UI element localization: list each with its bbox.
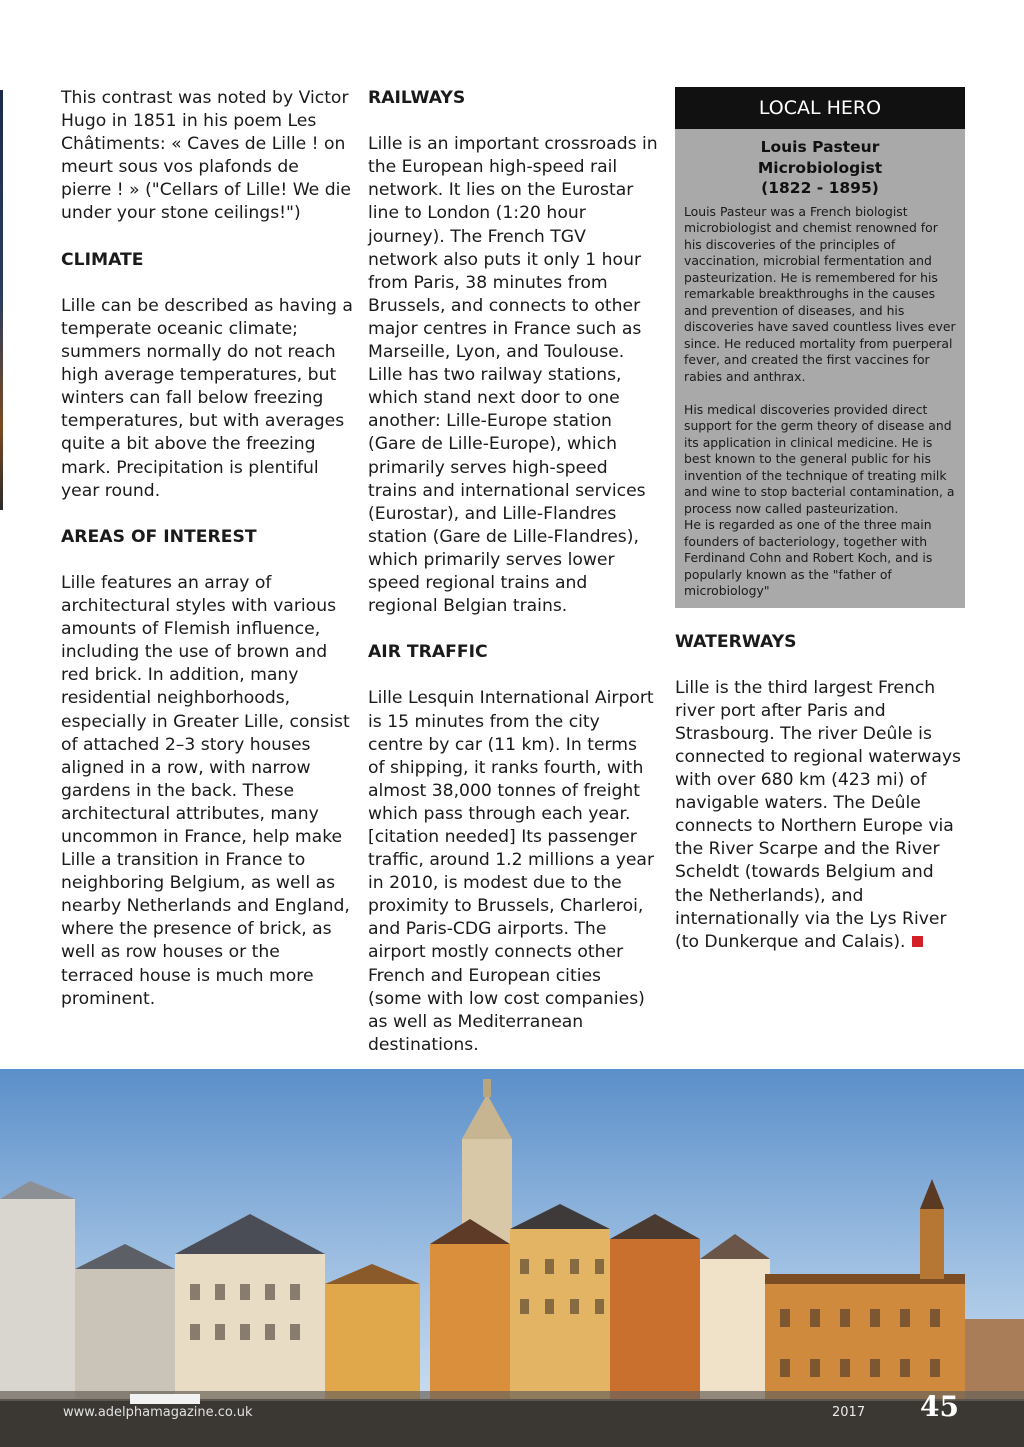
column-3 — [675, 87, 965, 954]
footer-date: 2017 — [832, 1405, 866, 1420]
column-2 — [368, 87, 658, 1057]
waterways-text: Lille is the third largest French river port after Paris and Strasbourg. The river Deûle is connected to regional waterways with over 680 km (423 mi) of navigable waters. The Deûle connects to Northern Europe via the River Scarpe and the River Scheldt (towards Belgium and the Netherlands), and internationally via the Lys River (to Dunkerque and Calais). — [675, 677, 961, 952]
previous-page-photo-edge — [0, 90, 3, 510]
hero-paragraph-3: He is regarded as one of the three main founders of bacteriology, together with Ferdinand Cohn and Robert Koch, and is popularly known as the "father of microbiology" — [684, 517, 933, 598]
hero-role: Microbiologist — [757, 158, 883, 177]
climate-heading: CLIMATE — [61, 249, 144, 270]
intro-paragraph: This contrast was noted by Victor Hugo in 1851 in his poem Les Châtiments: « Caves de Lille ! on meurt sous vos plafonds de pierre ! » ("Cellars of Lille! We die under your stone ceilings!") — [61, 88, 351, 224]
hero-name-block — [675, 129, 965, 199]
hero-years: (1822 - 1895) — [761, 179, 879, 197]
waterways-heading: WATERWAYS — [675, 631, 797, 652]
waterways-paragraph — [675, 677, 965, 954]
page-number: 45 — [920, 1390, 959, 1423]
city-square-illustration — [0, 1069, 1024, 1447]
footer-website: www.adelphamagazine.co.uk — [63, 1405, 253, 1420]
hero-paragraph-2: His medical discoveries provided direct support for the germ theory of disease and its application in clinical medicine. He is best known to the general public for his invention of the technique of treating milk and wine to stop bacterial contamination, a process now called pasteurization. — [684, 401, 955, 516]
areas-paragraph: Lille features an array of architectural styles with various amounts of Flemish influence, including the use of brown and red brick. In addition, many residential neighborhoods, especially in Greater Lille, consist of attached 2–3 story houses aligned in a row, with narrow gardens in the back. These architectural attributes, many uncommon in France, help make Lille a transition in France to neighboring Belgium, as well as nearby Netherlands and England, where the presence of brick, as well as row houses or the terraced house is much more prominent. — [61, 572, 350, 1009]
hero-paragraph-1: Louis Pasteur was a French biologist microbiologist and chemist renowned for his discoveries of the principles of vaccination, microbial fermentation and pasteurization. He is remembered for his remarkable breakthroughs in the causes and prevention of diseases, and his discoveries have saved countless lives ever since. He reduced mortality from puerperal fever, and created the first vaccines for rabies and anthrax. — [684, 203, 956, 384]
areas-heading: AREAS OF INTEREST — [61, 526, 257, 547]
climate-paragraph: Lille can be described as having a temperate oceanic climate; summers normally do not reach high average temperatures, but winters can fall below freezing temperatures, but with averages quite a bit above the freezing mark. Precipitation is plentiful year round. — [61, 295, 353, 501]
air-traffic-heading: AIR TRAFFIC — [368, 642, 488, 663]
local-hero-heading: LOCAL HERO — [675, 87, 965, 129]
air-traffic-paragraph: Lille Lesquin International Airport is 15 minutes from the city centre by car (11 km). In terms of shipping, it ranks fourth, with almost 38,000 tonnes of freight which pass through each year.[citation needed] Its passenger traffic, around 1.2 millions a year in 2010, is modest due to the proximity to Brussels, Charleroi, and Paris-CDG airports. The airport mostly connects other French and European cities (some with low cost companies) as well as Mediterranean destinations. — [368, 688, 655, 1055]
column-1 — [61, 87, 353, 1011]
local-hero-box — [675, 87, 965, 608]
hero-biography — [675, 199, 965, 608]
railways-heading: RAILWAYS — [368, 88, 466, 108]
grand-place-lille-photo — [0, 1069, 1024, 1447]
hero-name: Louis Pasteur — [760, 138, 880, 156]
railways-paragraph: Lille is an important crossroads in the European high-speed rail network. It lies on the Eurostar line to London (1:20 hour journey). The French TGV network also puts it only 1 hour from Paris, 38 minutes from Brussels, and connects to other major centres in France such as Marseille, Lyon, and Toulouse. Lille has two railway stations, which stand next door to one another: Lille-Europe station (Gare de Lille-Europe), which primarily serves high-speed trains and international services (Eurostar), and Lille-Flandres station (Gare de Lille-Flandres), which primarily serves lower speed regional trains and regional Belgian trains. — [368, 134, 658, 617]
end-of-article-icon — [912, 936, 923, 947]
